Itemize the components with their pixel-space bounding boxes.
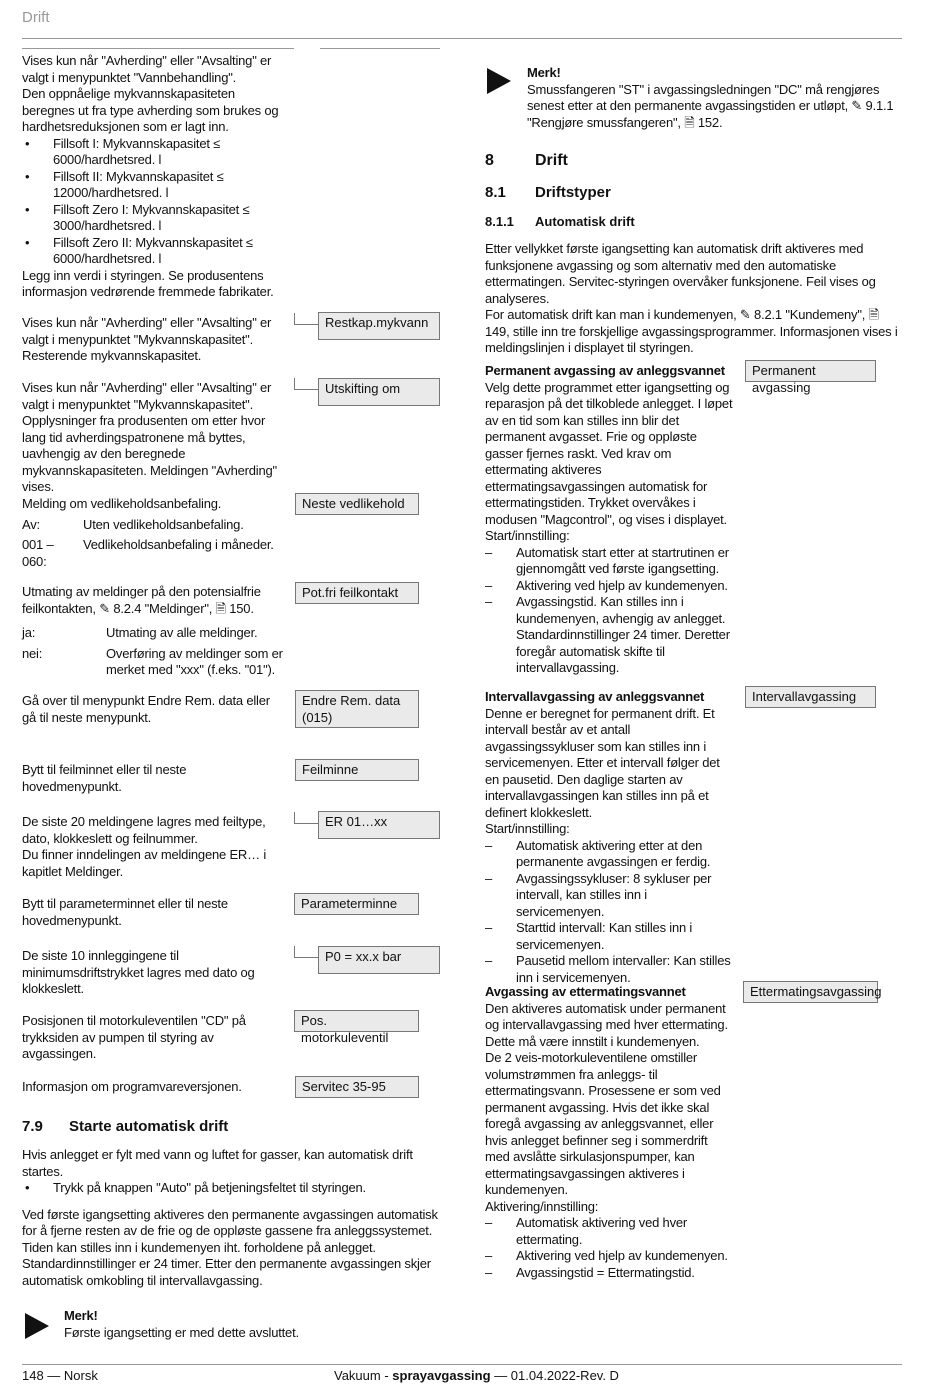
intro-block xyxy=(485,241,903,357)
definition-desc: Vedlikeholdsanbefaling i måneder. xyxy=(83,537,274,552)
list-item: • Fillsoft Zero I: Mykvannskapasitet ≤ 3000/hardhetsred. l xyxy=(22,202,284,235)
etter-block xyxy=(485,984,733,1281)
list-item: • Fillsoft I: Mykvannskapasitet ≤ 6000/hardhetsred. l xyxy=(22,136,284,169)
definition-row xyxy=(22,625,284,642)
perm-block xyxy=(485,363,733,677)
note-text: Første igangsetting er med dette avsluttet. xyxy=(64,1324,299,1340)
er-text: Du finner inndelingen av meldingene ER… i kapitlet Meldinger. xyxy=(22,847,267,879)
body-paragraph: Ved første igangsetting aktiveres den permanente avgassingen automatisk for å fjerne resten av de frie og de oppløste gassene fra anleggssystemet. Tiden kan stilles inn i kundemenyen iht. forholdene på anlegget. Standardinnstillinger er 24 timer. Etter den permanente avgassingen skjer automatisk omkobling til intervallavgassing. xyxy=(22,1206,438,1288)
menu-box-interval: Intervallavgassing xyxy=(745,686,876,708)
pos-text: Posisjonen til motorkuleventilen "CD" på trykksiden av pumpen til styring av avgassingen. xyxy=(22,1013,246,1061)
intro-paragraph: Vises kun når "Avherding" eller "Avsalting" er valgt i menypunktet "Vannbehandling". xyxy=(22,53,272,85)
label: Start/innstilling: xyxy=(485,528,570,543)
endre-text: Gå over til menypunkt Endre Rem. data eller gå til neste menypunkt. xyxy=(22,693,270,725)
menu-connector xyxy=(294,378,318,390)
note-title: Merk! xyxy=(64,1308,98,1323)
menu-box-servitec: Servitec 35-95 xyxy=(295,1076,419,1098)
er-block xyxy=(22,814,284,880)
section-title: Driftstyper xyxy=(535,184,611,201)
list-item: – Starttid intervall: Kan stilles inn i servicemenyen. xyxy=(485,920,733,953)
menu-box-restkap: Restkap.mykvann xyxy=(318,312,440,340)
potfri-block xyxy=(22,584,284,679)
section-title: Automatisk drift xyxy=(535,214,635,229)
list-item: – Pausetid mellom intervaller: Kan stilles inn i servicemenyen. xyxy=(485,953,733,986)
menu-box-pos: Pos. motorkuleventil xyxy=(294,1010,419,1032)
column-rule xyxy=(22,48,294,49)
intro-block xyxy=(22,53,284,301)
list-item: – Aktivering ved hjelp av kundemenyen. xyxy=(485,1248,733,1265)
intro-paragraph: Legg inn verdi i styringen. Se produsentens informasjon vedrørende fremmede fabrikater. xyxy=(22,267,274,299)
body-paragraph: Etter vellykket første igangsetting kan automatisk drift aktiveres med funksjonene avgassing og som alternativ med den automatiske ettermatingen. Servitec-styringen overvåker funksjonene. Feil vises og analyseres. xyxy=(485,241,876,306)
column-rule xyxy=(320,48,440,49)
vedlikehold-text: Melding om vedlikeholdsanbefaling. xyxy=(22,496,222,511)
servitec-text: Informasjon om programvareversjonen. xyxy=(22,1079,242,1094)
list-item: • Trykk på knappen "Auto" på betjeningsfeltet til styringen. xyxy=(22,1180,442,1197)
page-number: 148 — Norsk xyxy=(22,1368,98,1383)
note-title: Merk! xyxy=(527,65,561,80)
menu-box-p0: P0 = xx.x bar xyxy=(318,946,440,974)
doc-product: sprayavgassing xyxy=(392,1368,491,1383)
note-block xyxy=(64,1308,444,1341)
label: Start/innstilling: xyxy=(485,821,570,836)
doc-revision: — 01.04.2022-Rev. D xyxy=(490,1368,619,1383)
definition-desc: Uten vedlikeholdsanbefaling. xyxy=(83,516,244,532)
er-text: De siste 20 meldingene lagres med feiltype, dato, klokkeslett og feilnummer. xyxy=(22,814,266,846)
menu-box-feilminne: Feilminne xyxy=(295,759,419,781)
menu-connector xyxy=(294,313,318,325)
menu-connector xyxy=(294,946,318,958)
body-paragraph: Den aktiveres automatisk under permanent og intervallavgassing med hver ettermating. Dette må være innstilt i kundemenyen. xyxy=(485,1000,728,1049)
list-item: – Avgassingssykluser: 8 sykluser per intervall, kan stilles inn i servicemenyen. xyxy=(485,871,733,921)
document-title xyxy=(334,1368,619,1383)
definition-desc: Overføring av meldinger som er merket med "xxx" (f.eks. "01"). xyxy=(106,645,283,677)
menu-box-er: ER 01…xx xyxy=(318,811,440,839)
section-number: 8.1.1 xyxy=(485,214,514,229)
list-item: – Avgassingstid = Ettermatingstid. xyxy=(485,1265,733,1282)
potfri-text: Utmating av meldinger på den potensialfrie feilkontakten, ✎ 8.2.4 "Meldinger", 🗎 150. xyxy=(22,584,261,616)
menu-box-etter: Ettermatingsavgassing xyxy=(743,981,878,1003)
program-title: Avgassing av ettermatingsvannet xyxy=(485,984,686,999)
menu-box-utskifting: Utskifting om xyxy=(318,378,440,406)
footer-rule xyxy=(22,1364,902,1365)
definition-term: 001 – 060: xyxy=(22,537,54,569)
page-header: Drift xyxy=(22,9,50,26)
header-rule xyxy=(22,38,902,39)
definition-term: nei: xyxy=(22,645,43,661)
doc-prefix: Vakuum - xyxy=(334,1368,393,1383)
body-paragraph: Velg dette programmet etter igangsetting og reparasjon på det tilkoblede anlegget. I løpet av en tid som kan stilles inn blir det permanent avgasset. Frie og oppløste gasser fjernes raskt. Ved krav om ettermating aktiveres ettermatingsavgassingen automatisk for ettermatingstiden. Trykket overvåkes i modusen "Magcontrol", og vises i displayet. xyxy=(485,379,733,527)
list-item: – Automatisk aktivering etter at den permanente avgassingen er ferdig. xyxy=(485,838,733,871)
vedlikehold-block xyxy=(22,496,284,570)
section79-body xyxy=(22,1147,442,1289)
section-number: 7.9 xyxy=(22,1118,43,1135)
definition-term: Av: xyxy=(22,516,40,532)
intro-paragraph: Den oppnåelige mykvannskapasiteten beregnes ut fra type avherding som brukes og hardhetsreduksjonen som er lagt inn. xyxy=(22,86,279,134)
interval-block xyxy=(485,689,733,986)
menu-box-potfri: Pot.fri feilkontakt xyxy=(295,582,419,604)
menu-box-endre: Endre Rem. data (015) xyxy=(295,690,419,728)
body-paragraph: De 2 veis-motorkuleventilene omstiller volumstrømmen fra anleggs- til ettermatingsvann. Prosessene er som ved permanent avgassing. Hvis det ikke skal foregå avgassing av anleggsvannet, eller hvis anlegget befinner seg i sommerdrift med avslåtte sirkulasjonspumper, kan ettermatingsavgassingen aktiveres i kundemenyen. xyxy=(485,1050,721,1197)
list-item: – Avgassingstid. Kan stilles inn i kundemenyen, avhengig av anlegget. Standardinnstillinger 24 timer. Deretter foregår automatisk skifte til intervallavgassing. xyxy=(485,594,733,677)
body-paragraph: Denne er beregnet for permanent drift. Et intervall består av et antall avgassingssykluser som kan stilles inn i servicemenyen. Etter et intervall følger det en pausetid. Den daglige starten av intervallavgassingen kan stilles inn på et definert klokkeslett. xyxy=(485,705,720,820)
definition-row xyxy=(22,537,284,570)
param-text: Bytt til parameterminnet eller til neste hovedmenypunkt. xyxy=(22,896,228,928)
program-title: Permanent avgassing av anleggsvannet xyxy=(485,363,725,378)
list-item: – Automatisk aktivering ved hver ettermating. xyxy=(485,1215,733,1248)
note-arrow-icon xyxy=(25,1313,49,1339)
menu-box-param: Parameterminne xyxy=(294,893,419,915)
note-text: Smussfangeren "ST" i avgassingsledningen "DC" må rengjøres senest etter at den permanente avgassingstiden er utløpt, ✎ 9.1.1 "Rengjøre smussfangeren", 🗎 152. xyxy=(527,81,894,130)
section-heading xyxy=(485,184,611,201)
subsection-heading xyxy=(485,214,635,229)
list-item: • Fillsoft Zero II: Mykvannskapasitet ≤ 6000/hardhetsred. l xyxy=(22,235,284,268)
feilminne-text: Bytt til feilminnet eller til neste hovedmenypunkt. xyxy=(22,762,187,794)
p0-text: De siste 10 innleggingene til minimumsdriftstrykket lagres med dato og klokkeslett. xyxy=(22,948,255,996)
list-item: • Fillsoft II: Mykvannskapasitet ≤ 12000/hardhetsred. l xyxy=(22,169,284,202)
section-title: Drift xyxy=(535,152,568,169)
body-paragraph: For automatisk drift kan man i kundemenyen, ✎ 8.2.1 "Kundemeny", 🗎 149, stille inn tre forskjellige avgassingsprogrammer. Informasjonen vises i meldingslinjen i displayet til styringen. xyxy=(485,307,898,355)
section-title: Starte automatisk drift xyxy=(69,1118,229,1135)
program-title: Intervallavgassing av anleggsvannet xyxy=(485,689,705,704)
definition-desc: Utmating av alle meldinger. xyxy=(106,625,258,640)
note-block xyxy=(527,65,899,131)
section-number: 8.1 xyxy=(485,184,506,201)
list-item: – Automatisk start etter at startrutinen er gjennomgått ved første igangsetting. xyxy=(485,545,733,578)
note-arrow-icon xyxy=(487,68,511,94)
menu-connector xyxy=(294,812,318,824)
definition-row xyxy=(22,517,284,534)
body-paragraph: Hvis anlegget er fylt med vann og luftet for gasser, kan automatisk drift startes. xyxy=(22,1147,413,1179)
utskifting-text: Vises kun når "Avherding" eller "Avsalting" er valgt i menypunktet "Mykvannskapasitet". Opplysninger fra produsenten om etter hvor lang tid avherdingspatronene må byttes, uavhengig av den beregnede mykvannskapasiteten. Meldingen "Avherding" vises. xyxy=(22,380,277,494)
menu-box-vedlikehold: Neste vedlikehold xyxy=(295,493,419,515)
restkap-text: Vises kun når "Avherding" eller "Avsalting" er valgt i menypunktet "Mykvannskapasitet". Resterende mykvannskapasitet. xyxy=(22,315,272,363)
section-heading xyxy=(22,1118,228,1135)
label: Aktivering/innstilling: xyxy=(485,1198,599,1214)
definition-term: ja: xyxy=(22,625,36,640)
section-number: 8 xyxy=(485,152,494,169)
list-item: – Aktivering ved hjelp av kundemenyen. xyxy=(485,578,733,595)
menu-box-perm: Permanent avgassing xyxy=(745,360,876,382)
definition-row xyxy=(22,646,284,679)
chapter-heading xyxy=(485,152,568,170)
